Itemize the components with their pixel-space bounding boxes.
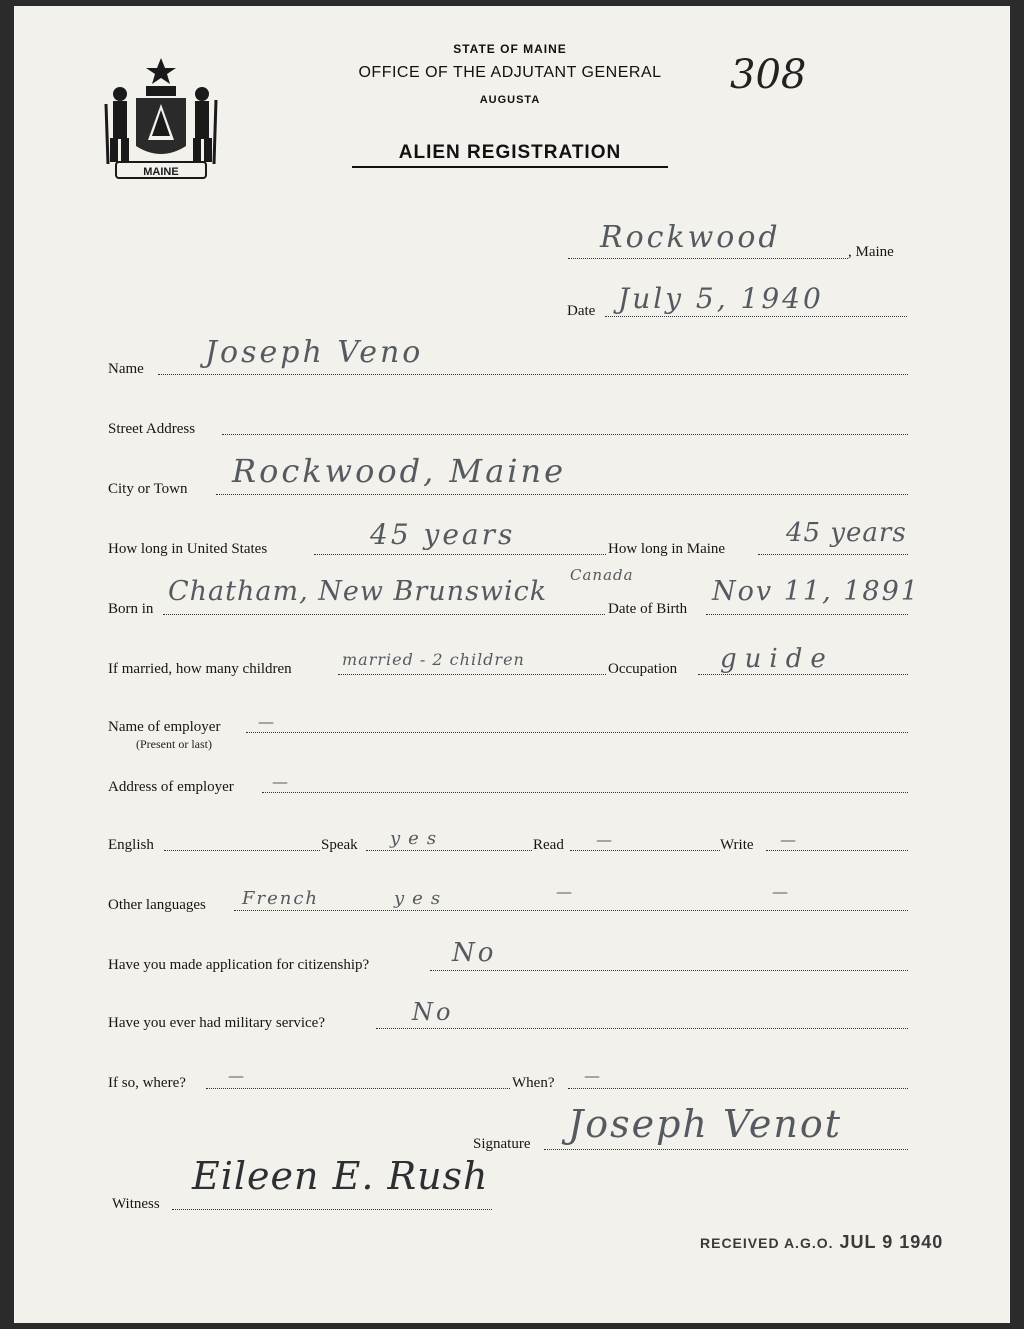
date-value: July 5, 1940	[618, 282, 824, 315]
name-value: Joseph Veno	[205, 335, 424, 370]
employer-name-label: Name of employer	[108, 719, 221, 735]
employer-name-sublabel: (Present or last)	[136, 737, 212, 751]
military-label: Have you ever had military service?	[108, 1015, 325, 1031]
employer-address-value: —	[272, 772, 291, 791]
other-languages-speak: yes	[394, 888, 449, 909]
place-suffix: , Maine	[848, 244, 894, 260]
how-long-us-value: 45 years	[370, 518, 516, 551]
citizenship-label: Have you made application for citizenship?	[108, 957, 370, 973]
born-in-note: Canada	[570, 566, 634, 584]
english-write-value: —	[780, 830, 799, 849]
registration-number: 308	[730, 52, 807, 98]
signature-value: Joseph Venot	[568, 1102, 843, 1146]
occupation-value: guide	[720, 644, 834, 674]
how-long-maine-label: How long in Maine	[608, 541, 726, 557]
occupation-label: Occupation	[608, 661, 678, 677]
witness-label: Witness	[112, 1196, 160, 1212]
street-label: Street Address	[108, 421, 196, 437]
read-label: Read	[533, 837, 564, 853]
date-of-birth-label: Date of Birth	[608, 601, 688, 617]
state-seal-icon	[96, 54, 226, 182]
other-languages-label: Other languages	[108, 897, 206, 913]
write-label: Write	[720, 837, 754, 853]
place-value: Rockwood	[600, 220, 781, 255]
when-value: —	[584, 1066, 603, 1085]
other-languages-write: —	[772, 882, 791, 901]
other-languages-value: French	[242, 888, 320, 909]
office-heading: OFFICE OF THE ADJUTANT GENERAL	[358, 64, 662, 81]
speak-label: Speak	[321, 837, 358, 853]
employer-address-label: Address of employer	[108, 779, 234, 795]
english-speak-value: yes	[390, 828, 445, 849]
name-label: Name	[108, 361, 144, 377]
how-long-maine-value: 45 years	[786, 518, 907, 548]
form-title: ALIEN REGISTRATION	[352, 142, 668, 168]
witness-value: Eileen E. Rush	[192, 1154, 489, 1198]
state-heading: STATE OF MAINE	[453, 42, 567, 56]
military-value: No	[412, 998, 454, 1026]
english-label: English	[108, 837, 154, 853]
received-stamp	[700, 1232, 943, 1253]
where-label: If so, where?	[108, 1075, 186, 1091]
born-in-value: Chatham, New Brunswick	[168, 576, 548, 607]
children-label: If married, how many children	[108, 661, 292, 677]
children-value: married - 2 children	[342, 650, 525, 669]
employer-name-value: —	[258, 712, 277, 731]
date-label: Date	[567, 303, 596, 319]
english-read-value: —	[596, 830, 615, 849]
where-value: —	[228, 1066, 247, 1085]
how-long-us-label: How long in United States	[108, 541, 268, 557]
received-stamp-label: RECEIVED A.G.O.	[700, 1235, 834, 1251]
city-value: Rockwood, Maine	[232, 452, 567, 490]
city-heading: AUGUSTA	[479, 94, 541, 106]
when-label: When?	[512, 1075, 555, 1091]
svg-text:MAINE: MAINE	[143, 166, 179, 178]
city-label: City or Town	[108, 481, 188, 497]
received-stamp-date: JUL 9 1940	[839, 1232, 944, 1252]
date-of-birth-value: Nov 11, 1891	[712, 576, 920, 607]
born-in-label: Born in	[108, 601, 154, 617]
signature-label: Signature	[473, 1136, 531, 1152]
citizenship-value: No	[452, 938, 497, 968]
other-languages-read: —	[556, 882, 575, 901]
